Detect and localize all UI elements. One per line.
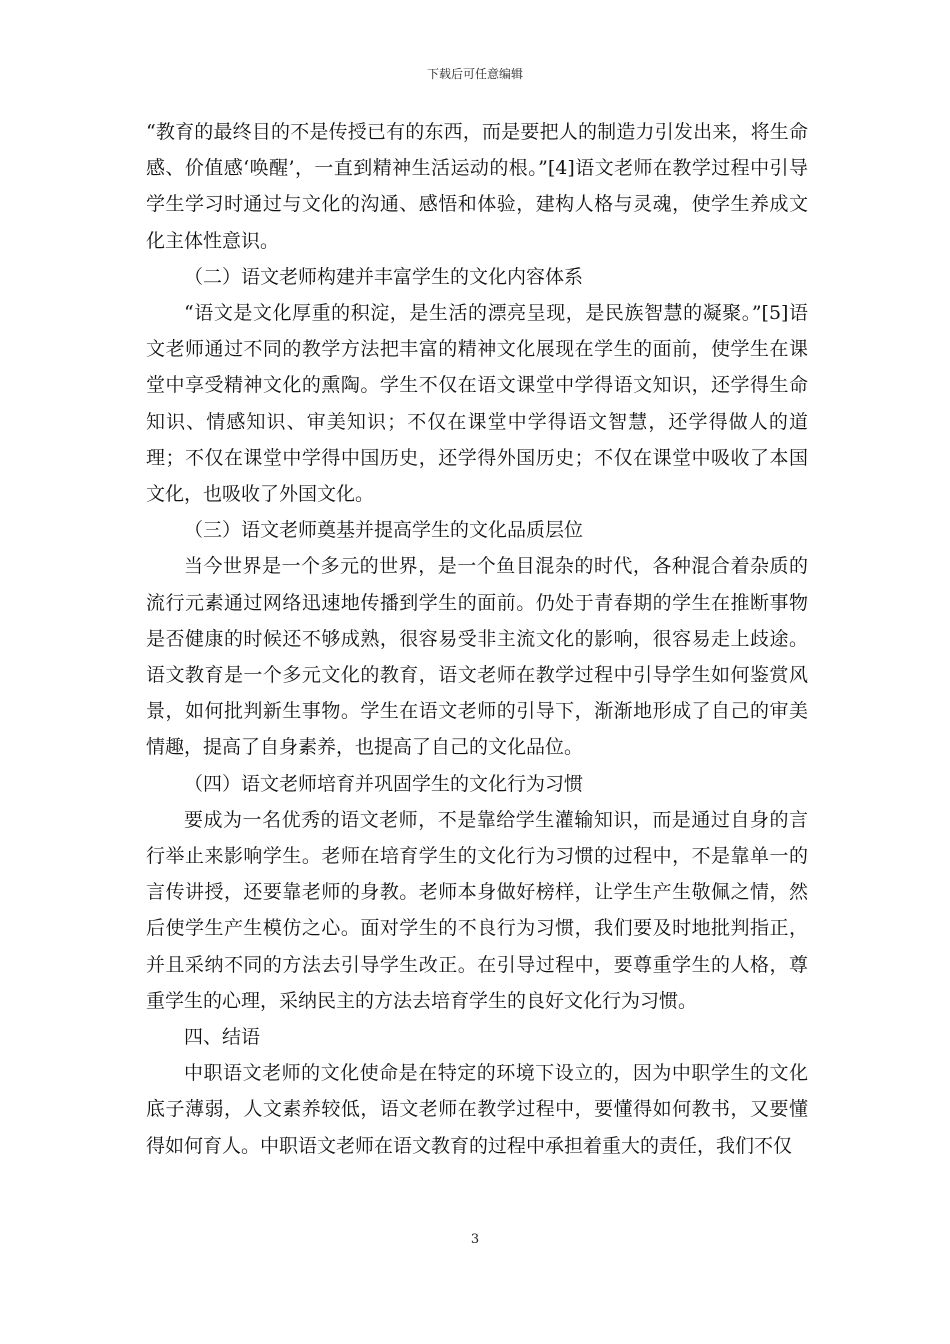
section-heading-3: （三）语文老师奠基并提高学生的文化品质层位 [184, 519, 584, 542]
section-heading-conclusion: 四、结语 [184, 1026, 261, 1049]
section-heading-2: （二）语文老师构建并丰富学生的文化内容体系 [184, 265, 584, 288]
page-header-note: 下载后可任意编辑 [426, 67, 523, 81]
paragraph-behavior-habits: 要成为一名优秀的语文老师，不是靠给学生灌输知识，而是通过自身的言行举止来影响学生。老师在培育学生的文化行为习惯的过程中，不是靠单一的言传讲授，还要靠老师的身教。老师本身做好榜样，让学生产生敬佩之情，然后使学生产生模仿之心。面对学生的不良行为习惯，我们要及时地批判指正，并且采纳不同的方法去引导学生改正。在引导过程中，要尊重学生的人格，尊重学生的心理，采纳民主的方法去培育学生的良好文化行为习惯。 [146, 808, 808, 1012]
page-number: 3 [470, 1232, 480, 1247]
paragraph-content-system: “语文是文化厚重的积淀，是生活的漂亮呈现，是民族智慧的凝聚。”[5]语文老师通过不同的教学方法把丰富的精神文化展现在学生的面前，使学生在课堂中享受精神文化的熏陶。学生不仅在语文课堂中学得语文知识，还学得生命知识、情感知识、审美知识；不仅在课堂中学得语文智慧，还学得做人的道理；不仅在课堂中学得中国历史，还学得外国历史；不仅在课堂中吸收了本国文化，也吸收了外国文化。 [146, 302, 808, 506]
section-heading-4: （四）语文老师培育并巩固学生的文化行为习惯 [184, 772, 584, 795]
document-body [146, 114, 808, 1164]
paragraph-quote-education: “教育的最终目的不是传授已有的东西，而是要把人的制造力引发出来，将生命感、价值感‘唤醒’，一直到精神生活运动的根。”[4]语文老师在教学过程中引导学生学习时通过与文化的沟通、感悟和体验，建构人格与灵魂，使学生养成文化主体性意识。 [146, 121, 808, 252]
paragraph-conclusion: 中职语文老师的文化使命是在特定的环境下设立的，因为中职学生的文化底子薄弱，人文素养较低，语文老师在教学过程中，要懂得如何教书，又要懂得如何育人。中职语文老师在语文教育的过程中承担着重大的责任，我们不仅 [146, 1062, 808, 1157]
paragraph-cultural-quality: 当今世界是一个多元的世界，是一个鱼目混杂的时代，各种混合着杂质的流行元素通过网络迅速地传播到学生的面前。仍处于青春期的学生在推断事物是否健康的时候还不够成熟，很容易受非主流文化的影响，很容易走上歧途。语文教育是一个多元文化的教育，语文老师在教学过程中引导学生如何鉴赏风景，如何批判新生事物。学生在语文老师的引导下，渐渐地形成了自己的审美情趣，提高了自身素养，也提高了自己的文化品位。 [146, 555, 808, 759]
